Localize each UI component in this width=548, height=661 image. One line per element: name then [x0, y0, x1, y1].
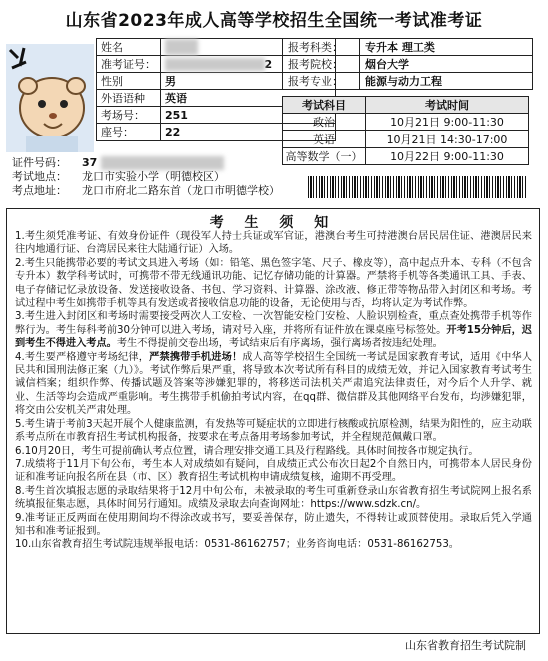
seat-no-value: 22 [161, 124, 336, 141]
notice-item: 4.考生要严格遵守考场纪律，严禁携带手机进场！成人高等学校招生全国统一考试是国家教育考试，适用《中华人民共和国刑法修正案（九）》。考试作弊后果严重，将导致本次考试所有科目的成绩无效，并记入国家教育考试考生诚信档案；组织作弊、传播试题及答案等涉嫌犯罪的，将移送司法机关严肃追究法律责任，对今后个人升学、就业、生活等均会造成严重影响。考生携带手机偷拍考试内容，在qq群、微信群及其他网络平台发布，均涉嫌犯罪，将交由公安机关严肃处理。 [15, 351, 533, 417]
seat-no-label: 座号： [97, 124, 161, 141]
room-no-label: 考场号： [97, 107, 161, 124]
candidate-photo [6, 44, 94, 152]
schedule-header-subject: 考试科目 [283, 97, 366, 114]
language-value: 英语 [161, 90, 336, 107]
schedule-subject: 高等数学（一） [283, 148, 366, 165]
candidate-notice [6, 208, 540, 634]
ticket-title: 山东省2023年成人高等学校招生全国统一考试准考证 [65, 11, 483, 31]
schedule-subject: 政治 [283, 114, 366, 131]
major-value: 能源与动力工程 [360, 73, 533, 90]
id-no-value [82, 156, 278, 170]
exam-site-label: 考试地点： [12, 170, 67, 183]
language-label: 外语语种 [97, 90, 161, 107]
admission-ticket-card [6, 38, 542, 205]
ticket-barcode [308, 176, 528, 198]
notice-title: 考 生 须 知 [209, 215, 337, 231]
schedule-header-time: 考试时间 [366, 97, 529, 114]
exam-address-value: 龙口市府北二路东首（龙口市明德学校） [82, 184, 280, 197]
name-label: 姓名 [97, 39, 161, 56]
room-no-value: 251 [161, 107, 336, 124]
notice-item: 3.考生进入封闭区和考场时需要接受两次人工安检、一次智能安检门安检、人脸识别检查，重点查处携带手机等作弊行为。考生每科考前30分钟可以进入考场，请对号入座，并将所有证件放在课桌座号标签处。开考15分钟后，迟到考生不得进入考点。考生不得提前交卷出场，考试结束后有序离场，强行离场者按违纪处理。 [15, 311, 532, 350]
schedule-time: 10月21日 14:30-17:00 [366, 131, 529, 148]
id-no-label: 证件号码： [12, 156, 67, 169]
notice-item: 5.考生请于考前3天起开展个人健康监测，有发热等可疑症状的立即进行核酸或抗原检测，结果为阳性的，应主动联系考点所在市教育招生考试机构报备，按要求在考点备用考场参加考试，并全程规范佩戴口罩。 [15, 418, 532, 444]
exam-address-label: 考点地址： [12, 184, 67, 197]
notice-item: 9.准考证正反两面在使用期间均不得涂改或书写，要妥善保存，防止遗失，不得转让或顶替使用。录取后凭入学通知书和准考证报到。 [15, 512, 532, 537]
major-label: 报考专业： [283, 73, 360, 90]
ticket-no-label: 准考证号： [97, 56, 161, 73]
ticket-no-tail: 2 [264, 57, 273, 71]
gender-label: 性别 [97, 73, 161, 90]
id-no-prefix: 37 [82, 156, 98, 169]
exam-site-value: 龙口市实验小学（明德校区） [82, 170, 225, 183]
schedule-time: 10月22日 9:00-11:30 [366, 148, 529, 165]
category-label: 报考科类： [283, 39, 360, 56]
school-value: 烟台大学 [360, 56, 533, 73]
exam-schedule-table [282, 96, 529, 165]
schedule-subject: 英语 [283, 131, 366, 148]
gender-value: 男 [161, 73, 336, 90]
notice-item: 1.考生须凭准考证、有效身份证件（现役军人持士兵证或军官证，港澳台考生可持港澳台居民居住证、港澳居民来往内地通行证、台湾居民来往大陆通行证）入场。 [15, 231, 532, 256]
schedule-time: 10月21日 9:00-11:30 [366, 114, 529, 131]
notice-item: 7.成绩将于11月下旬公布，考生本人对成绩如有疑问，自成绩正式公布次日起2个自然日内，可携带本人居民身份证和准考证向报名所在县（市、区）教育招生考试机构申请成绩复核，逾期不再受理。 [15, 458, 532, 484]
registration-table [282, 38, 533, 90]
notice-item: 8.考生首次填报志愿的录取结果将于12月中旬公布，未被录取的考生可重新登录山东省教育招生考试院网上报名系统填报征集志愿，具体时间另行通知。成绩及录取去向查询网址：https://www.sdzk.cn/。 [15, 485, 532, 511]
notice-item: 10.山东省教育招生考试院违规举报电话：0531-86162757；业务咨询电话：0531-86162753。 [15, 539, 459, 551]
category-value: 专升本 理工类 [360, 39, 533, 56]
issuer-footer: 山东省教育招生考试院制 [405, 639, 526, 652]
notice-item: 2.考生只能携带必要的考试文具进入考场（如：铅笔、黑色签字笔、尺子、橡皮等），高中起点升本、专科（不包含专升本）数学科考试时，可携带不带无线通讯功能、记忆存储功能的计算器。严禁将手机等各类通讯工具、手表、电子存储记忆录放设备、发送接收设备、书包、学习资料、计算器、涂改液、修正带等物品带入封闭区和考场。考试过程中考生如携带手机等具有发送或者接收信息功能的设备，无论使用与否，均将认定为考试作弊。 [15, 257, 532, 310]
notice-item: 6.10月20日，考生可提前确认考点位置，请合理安排交通工具及行程路线。具体时间按各市规定执行。 [15, 445, 479, 457]
school-label: 报考院校： [283, 56, 360, 73]
